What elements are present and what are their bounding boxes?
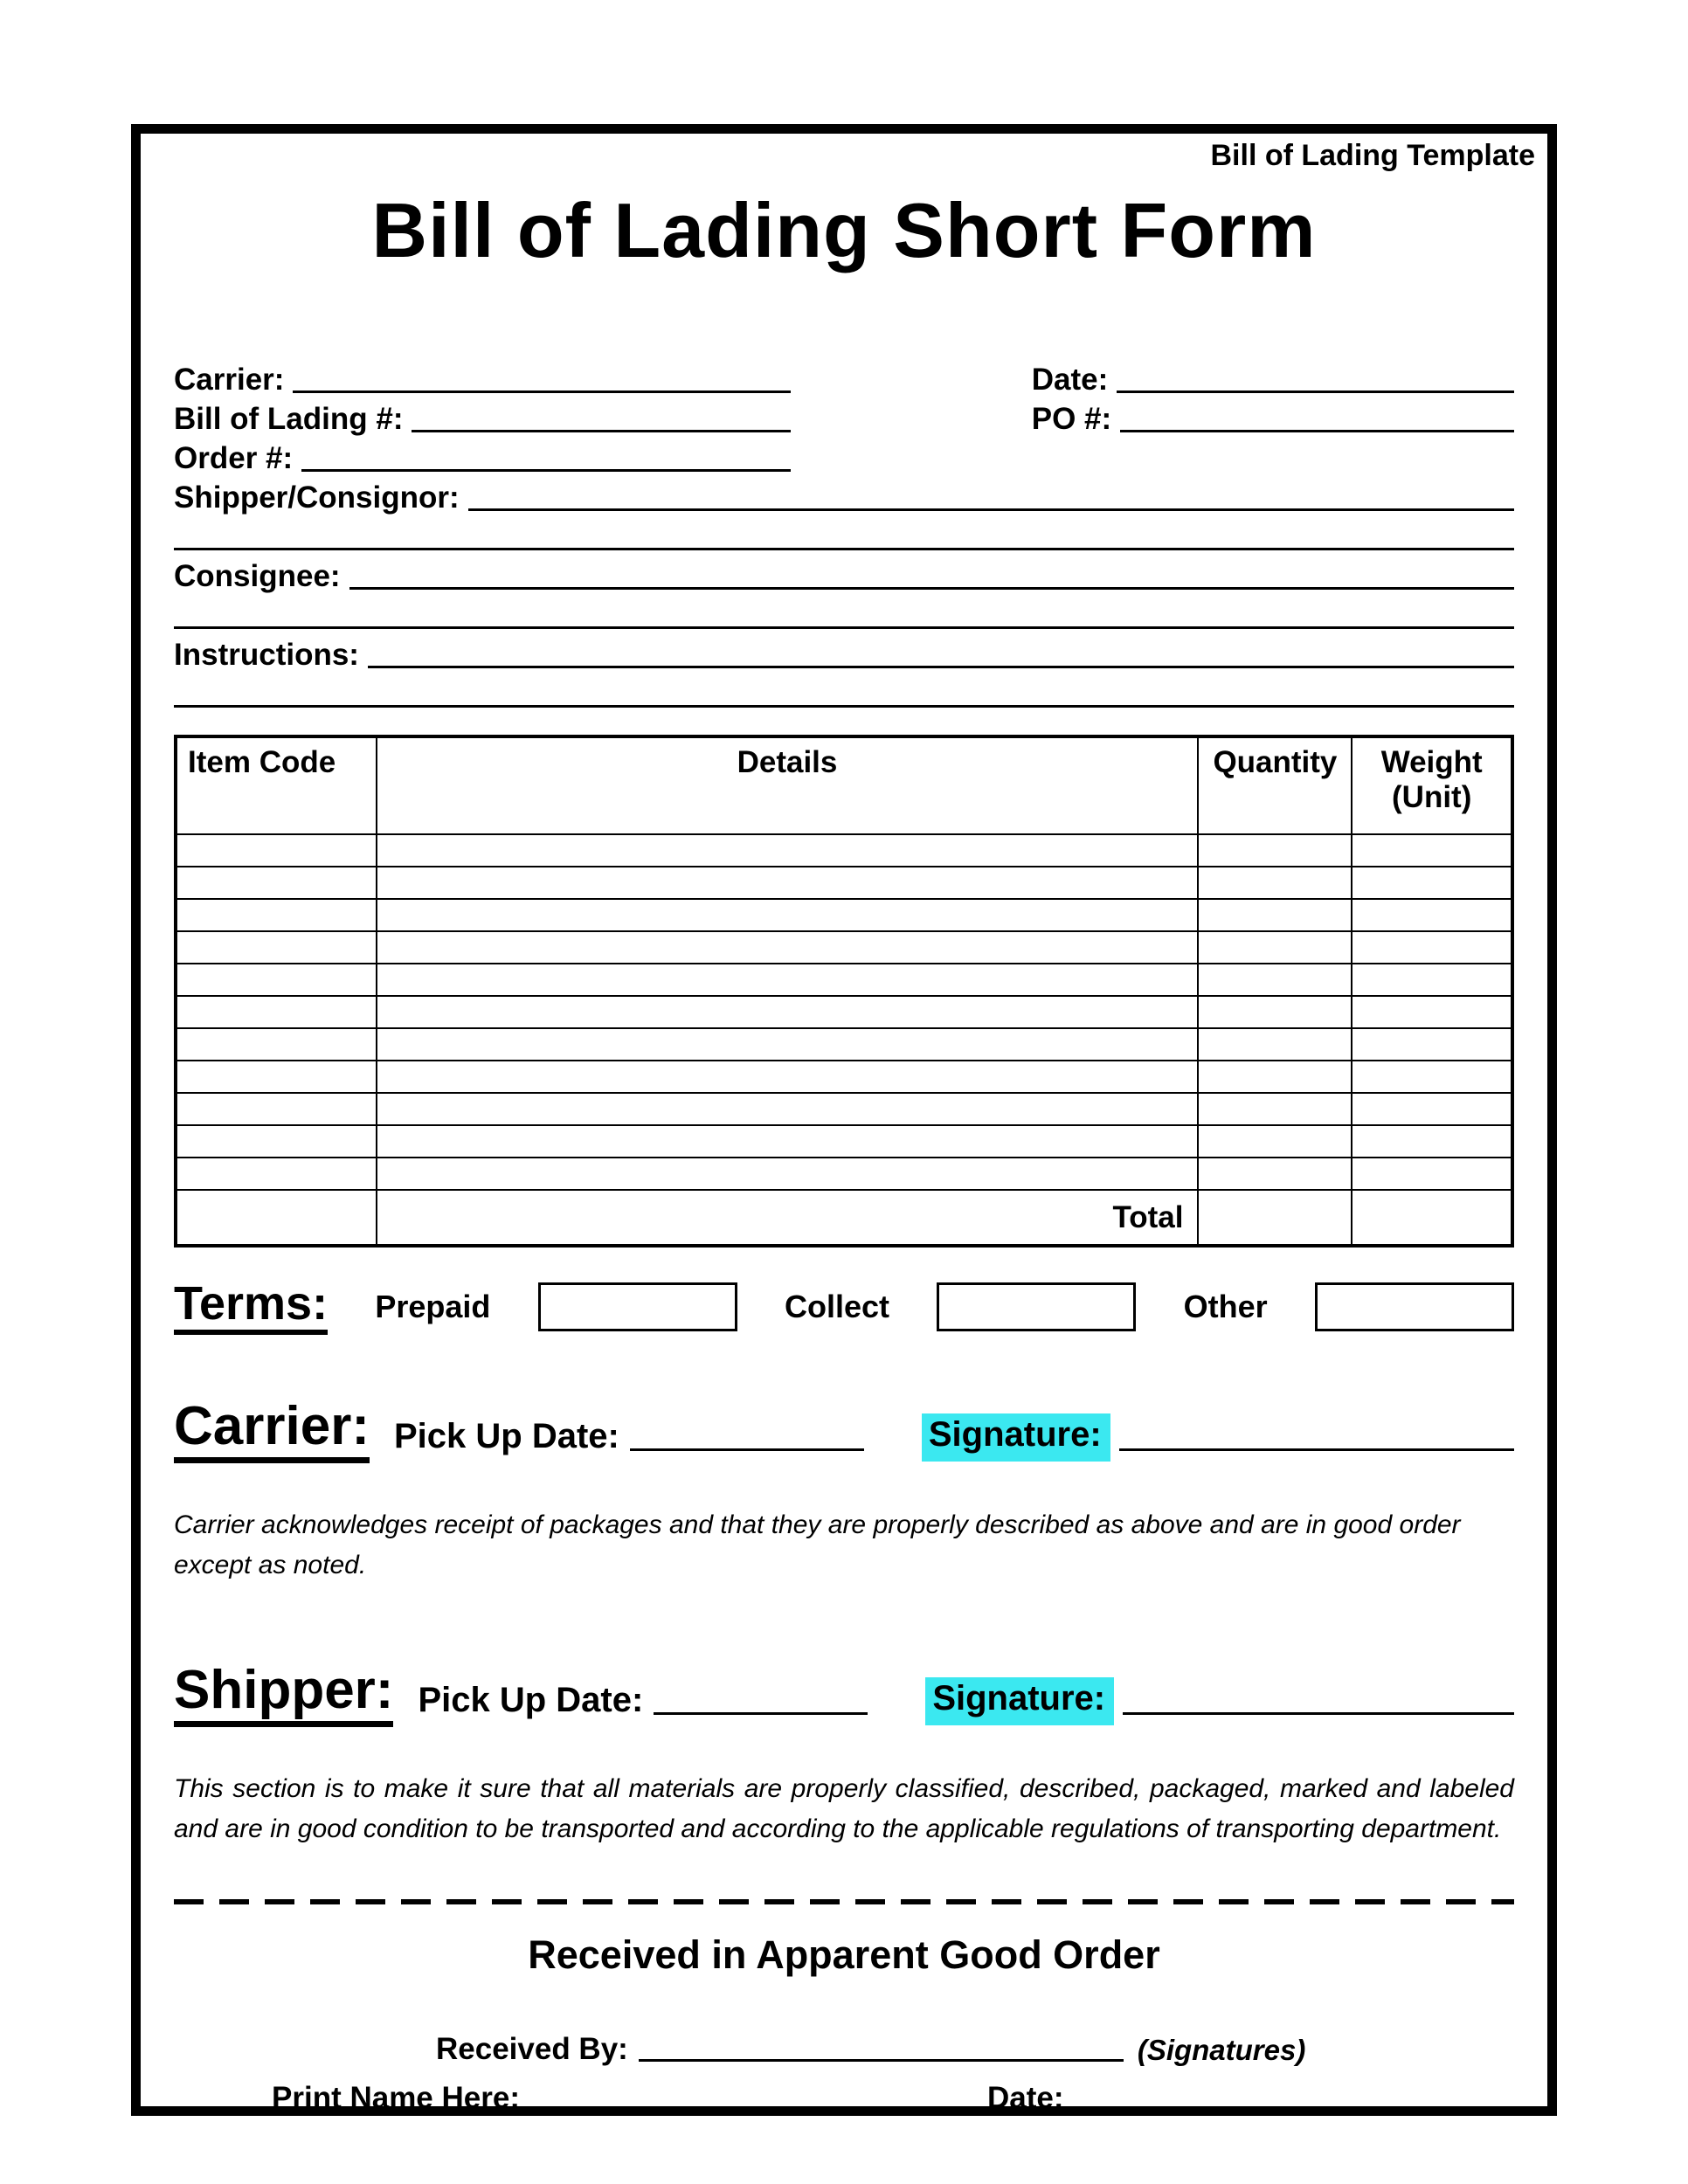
table-empty-row[interactable] [176, 899, 1512, 931]
total-quantity-cell[interactable] [1198, 1190, 1352, 1246]
table-empty-cell[interactable] [377, 899, 1199, 931]
consignee-row [174, 555, 1514, 594]
carrier-section-heading: Carrier: [174, 1400, 370, 1463]
footer-date-line[interactable] [1075, 2108, 1450, 2111]
table-empty-row[interactable] [176, 834, 1512, 867]
table-empty-cell[interactable] [1352, 1028, 1512, 1061]
table-empty-cell[interactable] [1198, 931, 1352, 964]
table-empty-cell[interactable] [1352, 1061, 1512, 1093]
prepaid-checkbox[interactable] [538, 1282, 737, 1331]
print-name-label: Print Name Here: [272, 2080, 520, 2115]
table-empty-cell[interactable] [377, 964, 1199, 996]
shipper-signature-line[interactable] [1123, 1712, 1514, 1715]
table-empty-row[interactable] [176, 931, 1512, 964]
table-header-row [176, 736, 1512, 834]
table-empty-cell[interactable] [377, 996, 1199, 1028]
table-empty-cell[interactable] [1198, 834, 1352, 867]
table-empty-cell[interactable] [176, 1158, 377, 1190]
carrier-pickup-date-line[interactable] [630, 1448, 864, 1451]
consignee-input-line-2[interactable] [174, 626, 1514, 629]
carrier-acknowledgement-note: Carrier acknowledges receipt of packages and that they are properly described as above and are in good order except as noted. [174, 1510, 1461, 1580]
table-empty-cell[interactable] [176, 867, 377, 899]
table-empty-cell[interactable] [1352, 1093, 1512, 1125]
shipper-pickup-date-line[interactable] [654, 1712, 868, 1715]
carrier-date-row [174, 358, 1514, 397]
table-empty-cell[interactable] [176, 899, 377, 931]
instructions-input-line-2[interactable] [174, 705, 1514, 708]
po-number-input-line[interactable] [1120, 430, 1514, 432]
table-empty-cell[interactable] [176, 1093, 377, 1125]
terms-heading: Terms: [174, 1279, 328, 1335]
table-total-row [176, 1190, 1512, 1246]
instructions-row [174, 633, 1514, 673]
table-empty-cell[interactable] [377, 1158, 1199, 1190]
date-input-line[interactable] [1117, 390, 1514, 393]
table-empty-cell[interactable] [377, 1061, 1199, 1093]
table-empty-cell[interactable] [377, 834, 1199, 867]
prepaid-label: Prepaid [375, 1288, 491, 1324]
received-by-line[interactable] [639, 2059, 1124, 2062]
order-row [174, 437, 1514, 476]
table-body [176, 834, 1512, 1190]
carrier-input-line[interactable] [293, 390, 790, 393]
collect-checkbox[interactable] [937, 1282, 1136, 1331]
table-empty-row[interactable] [176, 1061, 1512, 1093]
total-weight-cell[interactable] [1352, 1190, 1512, 1246]
table-empty-cell[interactable] [1352, 834, 1512, 867]
details-header: Details [377, 736, 1199, 834]
table-empty-row[interactable] [176, 1028, 1512, 1061]
total-label: Total [377, 1190, 1199, 1246]
table-empty-cell[interactable] [1198, 964, 1352, 996]
carrier-signature-label: Signature: [922, 1413, 1110, 1462]
tear-line [174, 1899, 1514, 1904]
table-empty-cell[interactable] [1198, 1093, 1352, 1125]
table-empty-cell[interactable] [1198, 1061, 1352, 1093]
bol-number-input-line[interactable] [412, 430, 790, 432]
consignee-label: Consignee: [174, 559, 341, 593]
table-empty-cell[interactable] [1352, 1125, 1512, 1158]
form-frame [131, 124, 1557, 2116]
table-empty-cell[interactable] [1198, 1158, 1352, 1190]
table-empty-row[interactable] [176, 1093, 1512, 1125]
received-by-row [174, 2025, 1514, 2067]
table-empty-cell[interactable] [176, 964, 377, 996]
received-heading: Received in Apparent Good Order [528, 1932, 1160, 1977]
terms-section [174, 1279, 1514, 1335]
template-corner-label: Bill of Lading Template [1193, 134, 1548, 180]
collect-label: Collect [785, 1288, 890, 1324]
table-empty-row[interactable] [176, 1158, 1512, 1190]
table-empty-cell[interactable] [176, 1061, 377, 1093]
shipper-section-heading: Shipper: [174, 1663, 393, 1727]
table-empty-cell[interactable] [1198, 1125, 1352, 1158]
other-checkbox[interactable] [1315, 1282, 1514, 1331]
footer-date-label: Date: [986, 2080, 1064, 2115]
order-number-label: Order #: [174, 441, 294, 475]
table-empty-cell[interactable] [1352, 1158, 1512, 1190]
header-fields [174, 358, 1514, 712]
table-empty-row[interactable] [176, 996, 1512, 1028]
signatures-label: (Signatures) [1137, 2033, 1306, 2066]
table-empty-cell[interactable] [176, 996, 377, 1028]
print-name-row [174, 2074, 1514, 2116]
table-empty-cell[interactable] [1198, 899, 1352, 931]
carrier-label: Carrier: [174, 363, 285, 397]
shipper-consignor-label: Shipper/Consignor: [174, 480, 460, 515]
date-label: Date: [1031, 363, 1109, 397]
table-empty-cell[interactable] [1198, 996, 1352, 1028]
shipper-consignor-row-2 [174, 515, 1514, 555]
shipper-consignor-input-line-2[interactable] [174, 548, 1514, 550]
po-number-label: PO #: [1031, 402, 1112, 436]
table-empty-cell[interactable] [176, 834, 377, 867]
instructions-row-2 [174, 673, 1514, 712]
shipper-signature-label: Signature: [925, 1677, 1114, 1725]
table-empty-cell[interactable] [176, 1125, 377, 1158]
bol-number-label: Bill of Lading #: [174, 402, 404, 436]
table-empty-cell[interactable] [1352, 867, 1512, 899]
table-empty-cell[interactable] [1352, 899, 1512, 931]
table-empty-cell[interactable] [176, 1028, 377, 1061]
table-empty-cell[interactable] [377, 931, 1199, 964]
shipper-pickup-date-label: Pick Up Date: [418, 1680, 644, 1719]
shipper-consignor-row [174, 476, 1514, 515]
instructions-label: Instructions: [174, 638, 359, 672]
table-empty-cell[interactable] [377, 1125, 1199, 1158]
table-empty-cell[interactable] [377, 1093, 1199, 1125]
table-empty-row[interactable] [176, 867, 1512, 899]
table-empty-cell[interactable] [1352, 931, 1512, 964]
shipper-consignor-input-line[interactable] [468, 508, 1514, 511]
table-empty-cell[interactable] [1198, 867, 1352, 899]
quantity-header: Quantity [1198, 736, 1352, 834]
table-empty-cell[interactable] [1198, 1028, 1352, 1061]
table-empty-cell[interactable] [1352, 996, 1512, 1028]
shipper-signature-section [174, 1659, 1514, 1727]
table-empty-cell[interactable] [377, 1028, 1199, 1061]
form-title: Bill of Lading Short Form [371, 187, 1317, 273]
table-empty-row[interactable] [176, 964, 1512, 996]
table-empty-cell[interactable] [1352, 964, 1512, 996]
weight-header: Weight (Unit) [1352, 736, 1512, 834]
table-empty-cell[interactable] [377, 867, 1199, 899]
carrier-signature-line[interactable] [1119, 1448, 1514, 1451]
print-name-line[interactable] [530, 2108, 972, 2111]
table-empty-row[interactable] [176, 1125, 1512, 1158]
bol-po-row [174, 397, 1514, 437]
consignee-row-2 [174, 594, 1514, 633]
carrier-pickup-date-label: Pick Up Date: [394, 1416, 619, 1455]
instructions-input-line[interactable] [368, 666, 1514, 668]
order-number-input-line[interactable] [301, 469, 790, 472]
other-label: Other [1183, 1288, 1268, 1324]
item-code-header: Item Code [176, 736, 377, 834]
table-empty-cell[interactable] [176, 931, 377, 964]
received-by-label: Received By: [436, 2031, 628, 2066]
items-table [174, 735, 1514, 1248]
carrier-signature-section [174, 1395, 1514, 1463]
consignee-input-line[interactable] [349, 587, 1514, 590]
total-row-itemcode-cell [176, 1190, 377, 1246]
shipper-classification-note: This section is to make it sure that all materials are properly classified, described, packaged, marked and labeled and are in good condition to be transported and according to the applicable regulations of transporting department. [174, 1773, 1514, 1844]
